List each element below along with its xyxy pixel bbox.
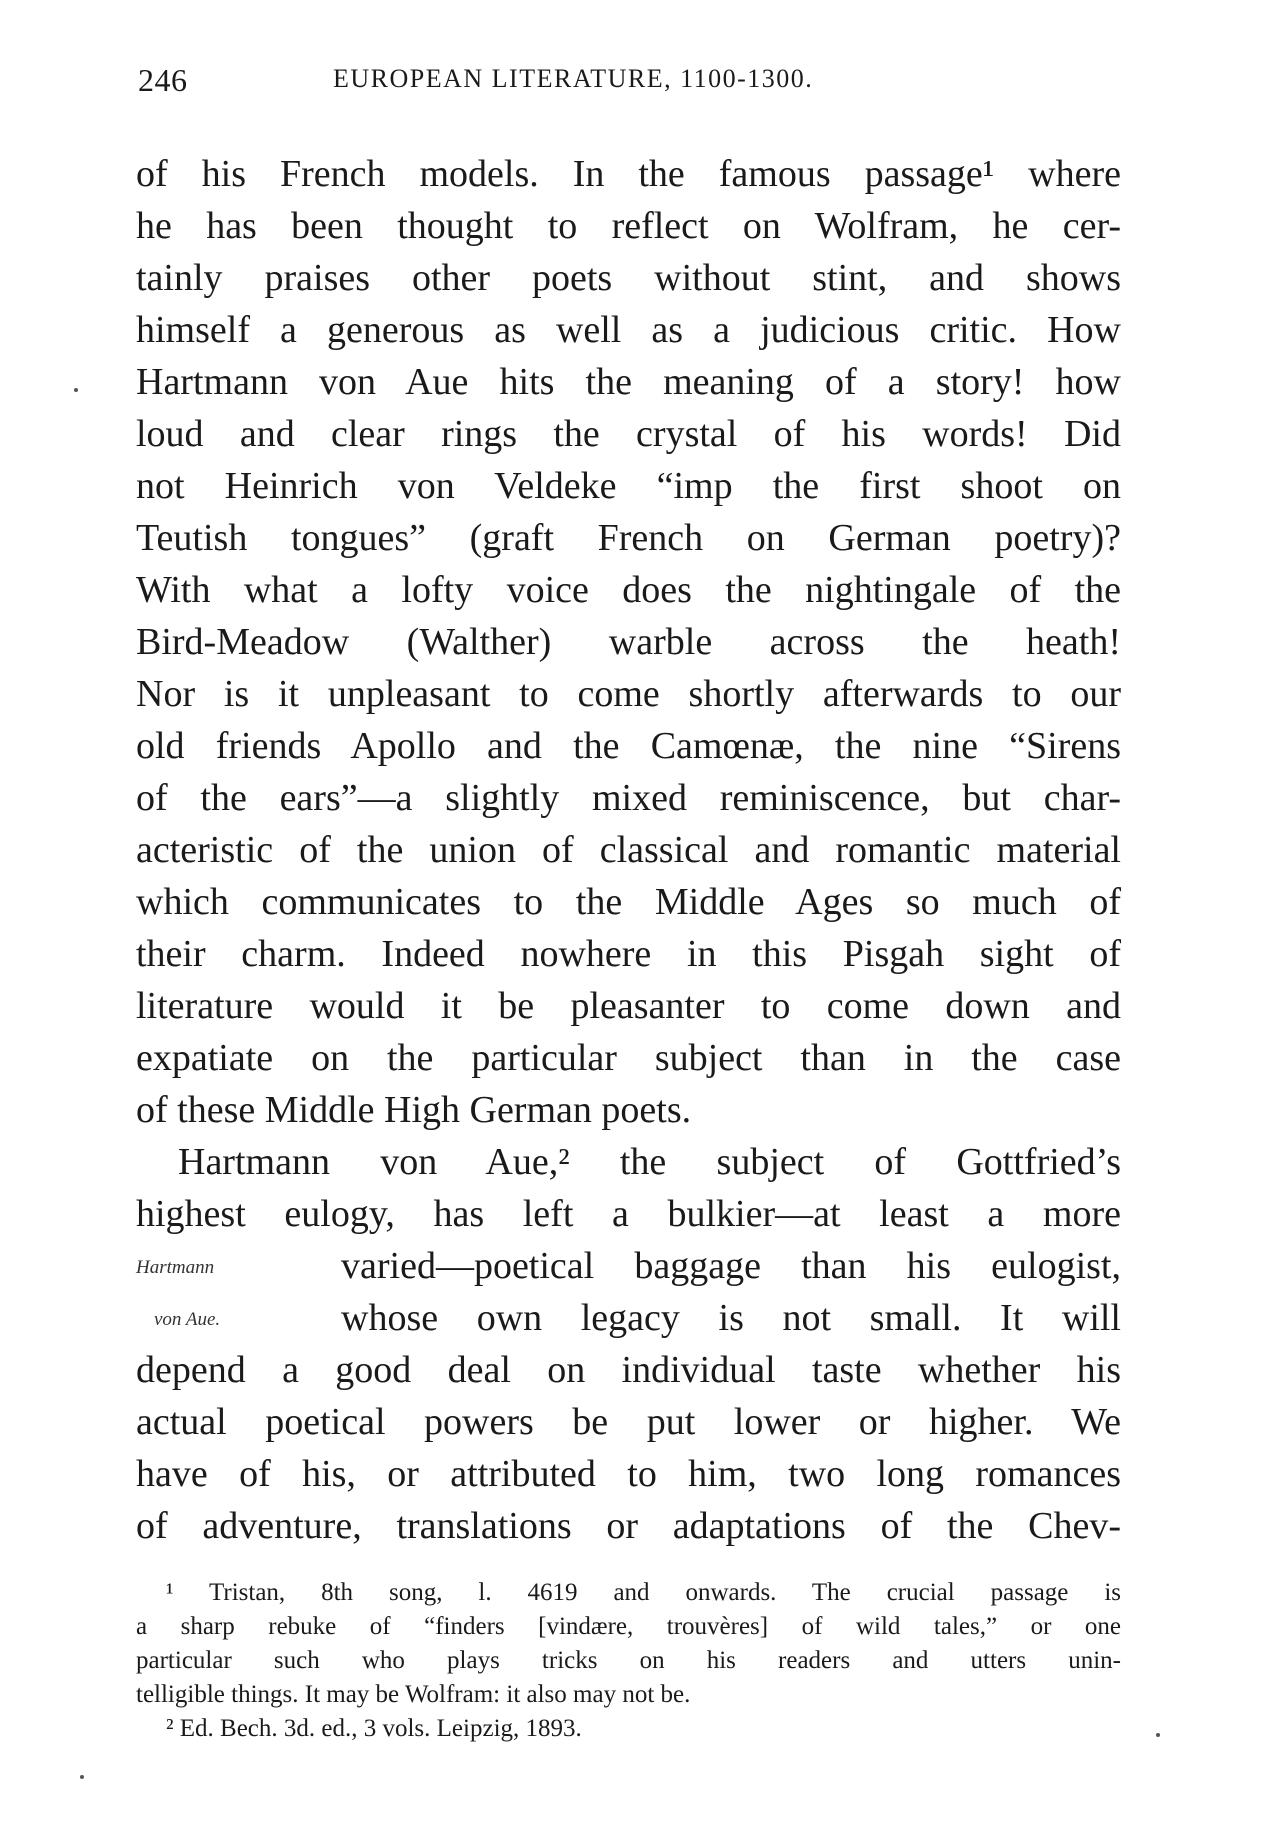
text-line: tainly praises other poets without stint, and shows [136, 257, 1121, 299]
footnote-line: particular such who plays tricks on his readers and utters unin- [136, 1647, 1121, 1674]
margin-note-line-1: Hartmann [136, 1257, 215, 1278]
text-line: highest eulogy, has left a bulkier—at least a more [136, 1193, 1121, 1235]
text-line: not Heinrich von Veldeke “imp the first shoot on [136, 465, 1121, 507]
margin-note-line-2: von Aue. [154, 1309, 221, 1330]
text-line: Hartmann von Aue,² the subject of Gottfried’s [178, 1141, 1121, 1183]
text-line: With what a lofty voice does the nightingale of the [136, 569, 1121, 611]
text-line: varied—poetical baggage than his eulogist, [341, 1245, 1121, 1287]
text-line: expatiate on the particular subject than in the case [136, 1037, 1121, 1079]
margin-speck [74, 388, 78, 392]
running-title: EUROPEAN LITERATURE, 1100-1300. [333, 64, 814, 93]
text-line: Teutish tongues” (graft French on German poetry)? [136, 517, 1121, 559]
text-line: of these Middle High German poets. [136, 1089, 692, 1131]
margin-speck [1156, 1733, 1160, 1737]
footnotes [136, 1576, 1121, 1746]
text-line: actual poetical powers be put lower or higher. We [136, 1401, 1121, 1443]
paragraph-2 [136, 1136, 1121, 1552]
text-line: depend a good deal on individual taste whether his [136, 1349, 1121, 1391]
footnote-line: ¹ Tristan, 8th song, l. 4619 and onwards. The crucial passage is [166, 1579, 1121, 1606]
page-number: 246 [138, 62, 188, 98]
text-line: himself a generous as well as a judicious critic. How [136, 309, 1121, 351]
text-line: Hartmann von Aue hits the meaning of a story! how [136, 361, 1121, 403]
text-line: of adventure, translations or adaptations of the Chev- [136, 1505, 1121, 1547]
text-line: of the ears”—a slightly mixed reminiscence, but char- [136, 777, 1121, 819]
text-line: Nor is it unpleasant to come shortly afterwards to our [136, 673, 1121, 715]
text-line: whose own legacy is not small. It will [341, 1297, 1121, 1339]
text-line: of his French models. In the famous passage¹ where [136, 153, 1121, 195]
footnote-line: ² Ed. Bech. 3d. ed., 3 vols. Leipzig, 1893. [166, 1715, 582, 1742]
footnote-line: a sharp rebuke of “finders [vindære, trouvères] of wild tales,” or one [136, 1613, 1121, 1640]
text-line-with-margin-note [136, 1240, 1121, 1292]
text-line: literature would it be pleasanter to come down and [136, 985, 1121, 1027]
text-line: Bird-Meadow (Walther) warble across the heath! [136, 621, 1121, 663]
text-line: loud and clear rings the crystal of his words! Did [136, 413, 1121, 455]
text-line: old friends Apollo and the Camœnæ, the nine “Sirens [136, 725, 1121, 767]
footnote-line: telligible things. It may be Wolfram: it also may not be. [136, 1681, 691, 1708]
text-line-with-margin-note [136, 1292, 1121, 1344]
margin-speck [80, 1775, 84, 1779]
text-line: he has been thought to reflect on Wolfram, he cer- [136, 205, 1121, 247]
text-line: acteristic of the union of classical and romantic material [136, 829, 1121, 871]
text-line: which communicates to the Middle Ages so much of [136, 881, 1121, 923]
text-line: their charm. Indeed nowhere in this Pisgah sight of [136, 933, 1121, 975]
main-text [136, 148, 1121, 1552]
text-line: have of his, or attributed to him, two long romances [136, 1453, 1121, 1495]
paragraph-1 [136, 148, 1121, 1136]
